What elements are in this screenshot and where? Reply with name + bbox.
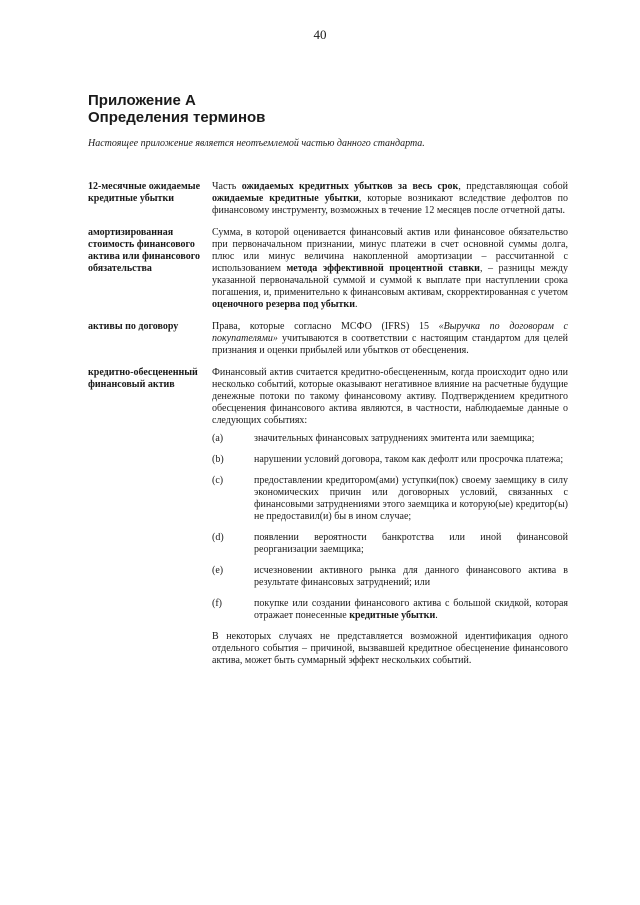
list-item — [212, 433, 568, 445]
definition-text: Финансовый актив считается кредитно-обесцененным, когда происходит одно или несколько событий, которые оказывают негативное влияние на расчетные будущие денежные потоки по такому финансовому активу. Подтверждением кредитного обесценения финансового актива являются, в частности, наблюдаемые данные о следующих событиях: — [212, 367, 568, 426]
list-text: исчезновении активного рынка для данного финансового актива в результате финансовых затруднений; или — [254, 565, 568, 588]
terms-list — [88, 181, 573, 677]
term-label: 12-месячные ожидаемые кредитные убытки — [88, 181, 201, 204]
heading-line-1: Приложение А — [88, 92, 196, 109]
list-text: предоставлении кредитором(ами) уступки(пок) своему заемщику в силу экономических причин или договорных условий, связанных с финансовыми затруднениями этого заемщика и которую(ые) кредитор(ы) не предоставил(и) бы в ином случае; — [254, 475, 568, 522]
list-item — [212, 598, 568, 622]
term-definition: Права, которые согласно МСФО (IFRS) 15 «Выручка по договорам с покупателями» учитываются в соответствии с настоящим стандартом для целей признания и оценки прибылей или убытков от обесценения. — [212, 321, 568, 356]
term-definition — [212, 367, 568, 667]
list-text: нарушении условий договора, таком как дефолт или просрочка платежа; — [254, 454, 564, 465]
term-row — [88, 321, 573, 357]
page-number: 40 — [313, 27, 327, 42]
list-letter: (f) — [212, 598, 222, 609]
list-item — [212, 532, 568, 556]
list-text: значительных финансовых затруднениях эмитента или заемщика; — [254, 433, 535, 444]
heading-line-2: Определения терминов — [88, 109, 266, 126]
event-list — [212, 433, 568, 622]
list-letter: (c) — [212, 475, 224, 486]
list-item — [212, 565, 568, 589]
term-label: амортизированная стоимость финансового актива или финансового обязательства — [88, 227, 200, 274]
list-text: появлении вероятности банкротства или иной финансовой реорганизации заемщика; — [254, 532, 568, 555]
term-row — [88, 227, 573, 311]
intro-note: Настоящее приложение является неотъемлемой частью данного стандарта. — [88, 138, 425, 149]
list-letter: (e) — [212, 565, 224, 576]
term-label: кредитно-обесцененный финансовый актив — [88, 367, 198, 390]
list-item — [212, 454, 568, 466]
list-letter: (a) — [212, 433, 224, 444]
closing-paragraph: В некоторых случаях не представляется возможной идентификация одного отдельного события – причиной, вызвавшей кредитное обесценение финансового актива, может быть суммарный эффект нескольких событий. — [212, 631, 568, 666]
term-definition: Часть ожидаемых кредитных убытков за весь срок, представляющая собой ожидаемые кредитные убытки, которые возникают вследствие дефолтов по финансовому инструменту, возможных в течение 12 месяцев после отчетной даты. — [212, 181, 568, 216]
term-row — [88, 367, 573, 667]
list-letter: (b) — [212, 454, 224, 465]
term-definition: Сумма, в которой оценивается финансовый актив или финансовое обязательство при первоначальном признании, минус платежи в счет основной суммы долга, плюс или минус величина накопленной амортизации – рассчитанной с использованием метода эффективной процентной ставки, – разницы между указанной первоначальной суммой и суммой к выплате при наступлении срока погашения, и, применительно к финансовым активам, скорректированная с учетом оценочного резерва под убытки. — [212, 227, 568, 310]
appendix-heading — [88, 92, 265, 126]
term-label: активы по договору — [88, 321, 179, 332]
list-text: покупке или создании финансового актива с большой скидкой, которая отражает понесенные кредитные убытки. — [254, 598, 568, 621]
list-letter: (d) — [212, 532, 224, 543]
term-row — [88, 181, 573, 217]
list-item — [212, 475, 568, 523]
